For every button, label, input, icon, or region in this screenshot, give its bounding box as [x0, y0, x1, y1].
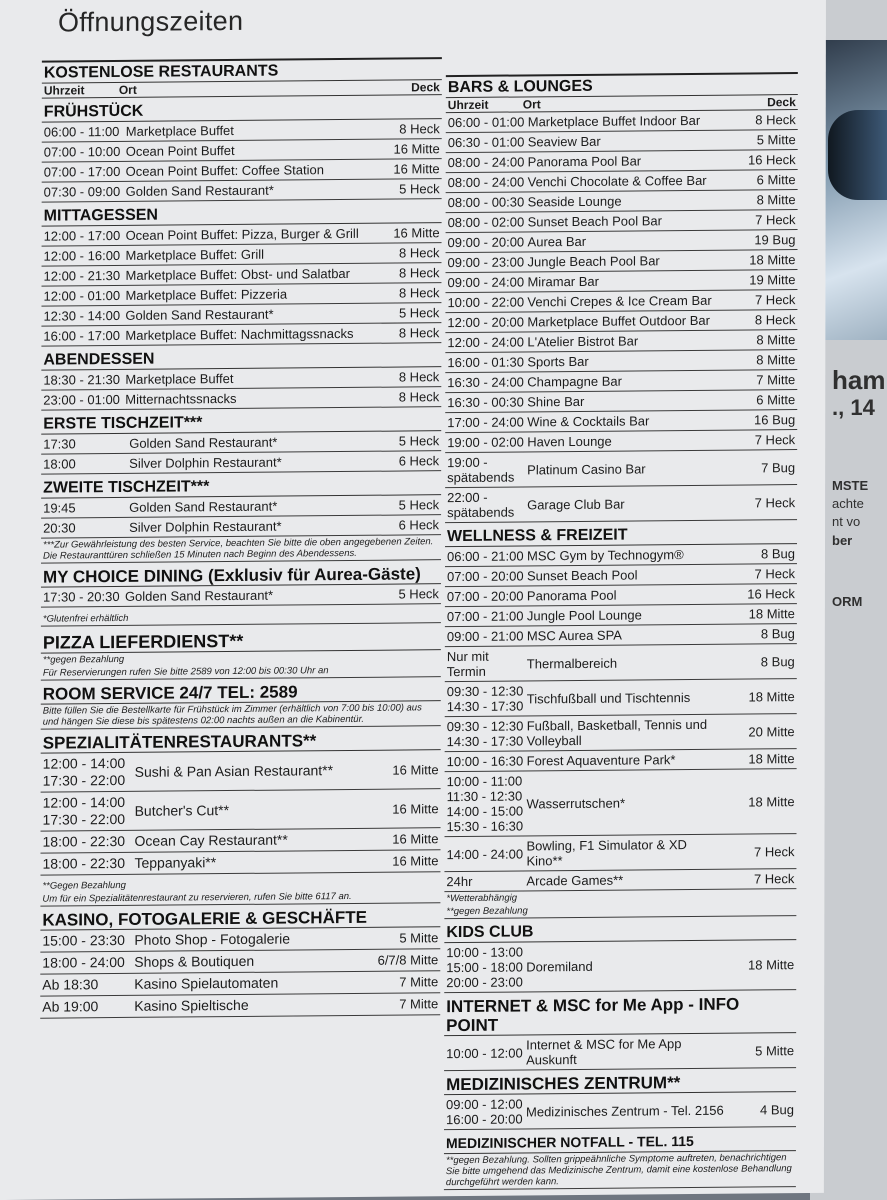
row-deck: 8 Heck — [755, 112, 796, 128]
weather-note: *Wetterabhängig — [446, 892, 518, 905]
section-title-second-seating: ZWEITE TISCHZEIT*** — [41, 474, 441, 498]
row-time: 17:30 — [43, 436, 76, 452]
row-deck: 6 Mitte — [756, 392, 796, 408]
row-place: Jungle Beach Pool Bar — [527, 253, 660, 270]
row-time: 12:00 - 17:00 — [43, 227, 121, 244]
row-place: Golden Sand Restaurant* — [125, 306, 274, 323]
left-column — [40, 54, 442, 1019]
row-time: 17:00 - 24:00 — [447, 414, 524, 431]
row-place: Doremiland — [526, 958, 593, 975]
row-place: Golden Sand Restaurant* — [129, 434, 278, 451]
row-time: 09:30 - 12:30 14:30 - 17:30 — [446, 683, 524, 715]
row-place: Silver Dolphin Restaurant* — [129, 454, 282, 471]
row-place: Marketplace Buffet — [125, 370, 234, 387]
row-time: 14:00 - 24:00 — [446, 845, 524, 862]
row-place: Tischfußball und Tischtennis — [526, 689, 691, 706]
page-title: Öffnungszeiten — [57, 5, 244, 38]
row-time: 18:00 - 24:00 — [42, 953, 125, 971]
schedule-row — [445, 644, 797, 682]
row-deck: 6 Heck — [398, 453, 440, 469]
brochure-text: ber — [832, 533, 853, 548]
row-time: 20:30 — [43, 520, 76, 536]
row-time: 09:00 - 24:00 — [447, 274, 525, 291]
row-place: Platinum Casino Bar — [527, 460, 646, 477]
schedule-row — [445, 450, 797, 488]
breakfast-list — [42, 119, 442, 202]
row-place: Panorama Pool — [526, 587, 617, 604]
row-place: Kasino Spieltische — [134, 996, 249, 1014]
row-deck: 5 Mitte — [399, 930, 439, 946]
row-time: Ab 18:30 — [42, 976, 99, 993]
row-deck: 8 Heck — [399, 121, 440, 137]
schedule-row — [41, 323, 441, 346]
row-deck: 6/7/8 Mitte — [377, 952, 439, 968]
row-time: 19:45 — [43, 500, 76, 516]
right-column — [444, 69, 798, 1190]
brochure-text: nt vo — [832, 514, 861, 529]
row-deck: 16 Mitte — [392, 761, 439, 778]
schedule-row — [444, 940, 796, 993]
row-time: 19:00 - 02:00 — [447, 434, 524, 451]
wellness-list — [444, 544, 797, 892]
row-time: 12:00 - 21:30 — [43, 267, 121, 284]
row-time: 18:00 - 22:30 — [42, 854, 126, 872]
row-place: Sports Bar — [527, 353, 589, 370]
column-place-label: Ort — [522, 97, 541, 112]
row-deck: 8 Bug — [760, 626, 795, 642]
row-deck: 7 Mitte — [756, 372, 796, 388]
row-deck: 7 Heck — [754, 292, 796, 308]
row-deck: 7 Heck — [754, 494, 796, 510]
row-deck: 8 Bug — [760, 653, 795, 669]
row-time: 06:30 - 01:00 — [447, 134, 525, 151]
row-time: 08:00 - 24:00 — [447, 154, 525, 171]
row-deck: 8 Heck — [398, 285, 440, 301]
section-title-wellness: WELLNESS & FREIZEIT — [445, 523, 797, 547]
section-title-dinner: ABENDESSEN — [41, 346, 441, 370]
row-place: Golden Sand Restaurant* — [125, 182, 274, 199]
row-deck: 7 Mitte — [399, 996, 439, 1012]
schedule-row — [445, 679, 797, 717]
row-deck: 16 Heck — [747, 152, 796, 168]
pizza-reservation-note: Für Reservierungen rufen Sie bitte 2589 von 12:00 bis 00:30 Uhr an — [41, 663, 441, 680]
row-deck: 7 Heck — [754, 566, 795, 582]
row-place: Champagne Bar — [527, 373, 622, 390]
row-place: Ocean Point Buffet: Pizza, Burger & Grill — [125, 225, 359, 243]
row-time: 08:00 - 02:00 — [447, 214, 525, 231]
kids-club-list — [444, 940, 796, 993]
row-place: Marketplace Buffet: Obst- und Salatbar — [125, 265, 351, 283]
dinner-list — [41, 367, 441, 410]
row-place: Haven Lounge — [527, 433, 612, 450]
row-deck: 18 Mitte — [748, 688, 795, 704]
row-deck: 4 Bug — [760, 1101, 795, 1117]
row-deck: 18 Mitte — [748, 606, 795, 622]
row-place: Sunset Beach Pool — [526, 567, 638, 584]
row-place: Venchi Crepes & Ice Cream Bar — [527, 292, 712, 310]
row-place: Forest Aquaventure Park* — [526, 752, 676, 769]
row-deck: 16 Mitte — [393, 161, 440, 177]
row-deck: 18 Mitte — [748, 751, 795, 767]
row-place: Shine Bar — [527, 393, 585, 410]
row-place: Marketplace Buffet: Pizzeria — [125, 286, 288, 303]
row-deck: 7 Heck — [753, 871, 795, 887]
section-title-specialty: SPEZIALITÄTENRESTAURANTS** — [41, 729, 441, 753]
row-time: 16:30 - 24:00 — [447, 374, 524, 391]
section-title-breakfast: FRÜHSTÜCK — [42, 98, 442, 122]
row-place: Shops & Boutiquen — [134, 952, 255, 970]
row-time: 07:00 - 10:00 — [43, 143, 121, 160]
row-place: Garage Club Bar — [527, 496, 625, 512]
row-place: Miramar Bar — [527, 273, 600, 290]
row-time: 16:00 - 01:30 — [447, 354, 524, 371]
row-deck: 5 Heck — [398, 497, 440, 513]
row-time: 12:00 - 14:00 17:30 - 22:00 — [42, 793, 126, 828]
row-time: 07:00 - 20:00 — [446, 588, 524, 605]
schedule-row — [40, 993, 440, 1018]
row-time: 08:00 - 24:00 — [447, 174, 525, 191]
row-time: 17:30 - 20:30 — [42, 588, 120, 605]
row-time: 12:00 - 01:00 — [43, 287, 121, 304]
schedule-row — [444, 834, 796, 872]
row-time: 22:00 - spätabends — [447, 489, 515, 521]
row-time: 18:30 - 21:30 — [43, 371, 120, 388]
row-time: 12:00 - 24:00 — [447, 334, 525, 351]
row-time: 06:00 - 21:00 — [446, 548, 524, 565]
row-place: Golden Sand Restaurant* — [129, 498, 278, 515]
row-time: 15:00 - 23:30 — [42, 931, 125, 949]
row-time: 09:00 - 12:00 16:00 - 20:00 — [446, 1096, 523, 1128]
room-service-note: Bitte füllen Sie die Bestellkarte für Frühstück im Zimmer (erhältlich von 7:00 bis 10:00) aus und hängen Sie diese bis spätestens 02:00 nachts außen an die Kabinentür. — [41, 701, 441, 729]
row-deck: 5 Mitte — [755, 1042, 795, 1058]
row-deck: 16 Mitte — [392, 853, 439, 869]
row-place: Butcher's Cut** — [134, 801, 230, 819]
gluten-free-note: *Glutenfrei erhältlich — [41, 604, 441, 626]
section-title-free-restaurants: KOSTENLOSE RESTAURANTS — [42, 57, 442, 83]
row-place: Golden Sand Restaurant* — [124, 587, 274, 604]
row-time: 09:30 - 12:30 14:30 - 17:30 — [446, 718, 524, 750]
row-place: Sunset Beach Pool Bar — [527, 213, 663, 230]
row-time: 09:00 - 23:00 — [447, 254, 525, 271]
row-time: 10:00 - 12:00 — [446, 1044, 523, 1061]
row-deck: 8 Heck — [398, 369, 440, 385]
schedule-row — [41, 387, 441, 410]
row-place: Marketplace Buffet: Grill — [125, 246, 265, 263]
row-time: 18:00 - 22:30 — [42, 832, 126, 850]
row-place: Bowling, F1 Simulator & XD Kino** — [526, 837, 687, 869]
row-place: Seaside Lounge — [527, 193, 622, 210]
column-time-label: Uhrzeit — [43, 83, 85, 98]
row-place: Ocean Cay Restaurant** — [134, 831, 288, 849]
row-place: Venchi Chocolate & Coffee Bar — [527, 172, 707, 190]
bars-list — [445, 110, 798, 523]
row-place: MSC Gym by Technogym® — [526, 547, 684, 564]
row-place: Ocean Point Buffet: Coffee Station — [125, 162, 324, 179]
row-place: Wasserrutschen* — [526, 795, 626, 811]
row-deck: 18 Mitte — [748, 793, 795, 810]
row-time: 07:00 - 17:00 — [43, 163, 121, 180]
row-place: Sushi & Pan Asian Restaurant** — [134, 761, 334, 780]
row-deck: 8 Heck — [398, 325, 440, 341]
row-place: L'Atelier Bistrot Bar — [527, 333, 639, 350]
row-time: 12:30 - 14:00 — [43, 307, 121, 324]
row-time: 23:00 - 01:00 — [43, 391, 120, 408]
row-deck: 5 Heck — [399, 181, 440, 197]
first-seating-list — [41, 431, 441, 474]
row-time: 12:00 - 20:00 — [447, 314, 525, 331]
lunch-list — [41, 223, 441, 346]
section-title-casino: KASINO, FOTOGALERIE & GESCHÄFTE — [40, 906, 440, 930]
row-time: 18:00 — [43, 456, 76, 472]
row-deck: 18 Mitte — [748, 957, 795, 973]
row-place: Arcade Games** — [526, 872, 624, 889]
row-place: Marketplace Buffet — [125, 122, 234, 139]
row-deck: 8 Heck — [399, 245, 440, 261]
row-time: 12:00 - 14:00 17:30 - 22:00 — [42, 754, 126, 789]
row-time: 10:00 - 16:30 — [446, 753, 524, 770]
row-time: 10:00 - 11:00 11:30 - 12:30 14:00 - 15:00 15:30 - 16:30 — [446, 773, 524, 835]
row-place: Marketplace Buffet: Nachmittagssnacks — [125, 325, 354, 343]
row-place: Silver Dolphin Restaurant* — [129, 518, 282, 535]
section-title-emergency: MEDIZINISCHER NOTFALL - TEL. 115 — [444, 1130, 796, 1154]
row-deck: 6 Heck — [398, 517, 440, 533]
row-deck: 7 Mitte — [399, 974, 439, 990]
internet-list — [444, 1033, 796, 1071]
row-deck: 5 Heck — [398, 586, 439, 602]
second-seating-list — [41, 495, 441, 538]
row-place: Mitternachtssnacks — [125, 390, 237, 407]
row-time: Ab 19:00 — [42, 998, 99, 1015]
row-deck: 8 Heck — [398, 389, 440, 405]
row-time: 16:00 - 17:00 — [43, 327, 121, 344]
row-time: 06:00 - 11:00 — [43, 123, 120, 140]
seating-footnote: ***Zur Gewährleistung des besten Service, beachten Sie bitte die oben angegebenen Zeiten. Die Restauranttüren schließen 15 Minuten nach Beginn des Abendessens. — [41, 535, 441, 563]
row-time: 07:30 - 09:00 — [43, 183, 121, 200]
section-title-internet: INTERNET & MSC for Me App - INFO POINT — [444, 993, 796, 1036]
emergency-note: **gegen Bezahlung. Sollten grippeähnliche Symptome auftreten, benachrichtigen Sie bitte umgehend das Medizinische Zentrum, damit eine kostenlose Behandlung durchgeführt werden kann. — [444, 1151, 796, 1190]
schedule-row — [444, 1033, 796, 1071]
row-time: 08:00 - 00:30 — [447, 194, 525, 211]
row-time: Nur mit Termin — [446, 648, 489, 680]
row-deck: 7 Heck — [754, 432, 796, 448]
row-time: 07:00 - 20:00 — [446, 568, 524, 585]
section-title-room-service: ROOM SERVICE 24/7 TEL: 2589 — [41, 680, 441, 704]
row-place: MSC Aurea SPA — [526, 627, 623, 644]
row-deck: 8 Bug — [760, 546, 796, 562]
brochure-text: ., 14 — [832, 395, 875, 420]
row-place: Marketplace Buffet Outdoor Bar — [527, 312, 710, 330]
brochure-text: ham — [832, 365, 886, 395]
row-deck: 20 Mitte — [748, 723, 795, 739]
row-deck: 16 Mitte — [392, 800, 439, 817]
row-place: Jungle Pool Lounge — [526, 607, 642, 624]
row-place: Seaview Bar — [527, 133, 601, 150]
row-deck: 7 Heck — [755, 212, 796, 228]
column-deck-label: Deck — [767, 95, 796, 110]
brochure-text: MSTE — [832, 478, 869, 493]
row-time: 09:00 - 21:00 — [446, 628, 524, 645]
row-deck: 8 Heck — [754, 312, 796, 328]
section-title-medical-center: MEDIZINISCHES ZENTRUM** — [444, 1071, 796, 1095]
row-deck: 19 Bug — [754, 232, 796, 248]
schedule-row — [445, 769, 797, 837]
schedule-row — [42, 179, 442, 202]
row-time: 16:30 - 00:30 — [447, 394, 524, 411]
row-time: 24hr — [446, 873, 473, 890]
brochure-text: achte — [832, 496, 864, 511]
row-deck: 16 Mitte — [392, 831, 439, 847]
casino-list — [40, 927, 440, 1018]
payment-note: **gegen Bezahlung — [444, 902, 796, 919]
row-deck: 16 Mitte — [393, 225, 440, 241]
section-title-lunch: MITTAGESSEN — [42, 202, 442, 226]
row-deck: 5 Heck — [398, 433, 440, 449]
specialty-reservation-note: Um für ein Spezialitätenrestaurant zu reservieren, rufen Sie bitte 6117 an. — [40, 889, 440, 906]
section-title-pizza: PIZZA LIEFERDIENST** — [41, 629, 441, 653]
row-place: Fußball, Basketball, Tennis und Volleyball — [526, 716, 708, 749]
row-place: Teppanyaki** — [134, 854, 217, 871]
schedule-row — [41, 789, 441, 831]
medical-list — [444, 1092, 796, 1130]
section-title-bars: BARS & LOUNGES — [446, 72, 798, 98]
column-time-label: Uhrzeit — [447, 97, 489, 113]
specialty-list — [40, 750, 440, 875]
row-deck: 8 Mitte — [756, 332, 796, 348]
row-deck: 8 Mitte — [756, 192, 796, 208]
row-time: 09:00 - 20:00 — [447, 234, 525, 251]
column-place-label: Ort — [118, 82, 137, 97]
specialty-note: **Gegen Bezahlung — [42, 879, 126, 892]
row-place: Marketplace Buffet Indoor Bar — [527, 112, 701, 130]
section-title-kids-club: KIDS CLUB — [444, 919, 796, 943]
row-time: 19:00 - spätabends — [447, 454, 515, 486]
pizza-note: **gegen Bezahlung — [42, 653, 125, 666]
row-place: Wine & Cocktails Bar — [527, 413, 650, 430]
row-deck: 16 Heck — [747, 586, 795, 602]
row-deck: 8 Heck — [399, 265, 440, 281]
section-title-first-seating: ERSTE TISCHZEIT*** — [41, 410, 441, 434]
row-deck: 16 Bug — [754, 412, 796, 428]
row-place: Photo Shop - Fotogalerie — [134, 930, 291, 948]
ship-hull-image — [828, 110, 887, 200]
row-deck: 5 Heck — [398, 305, 440, 321]
row-place: Aurea Bar — [527, 233, 587, 250]
row-deck: 19 Mitte — [749, 272, 796, 288]
column-header — [42, 80, 442, 98]
column-deck-label: Deck — [411, 80, 440, 95]
row-deck: 6 Mitte — [756, 172, 796, 188]
row-time: 10:00 - 13:00 15:00 - 18:00 20:00 - 23:00 — [446, 944, 523, 991]
row-deck: 8 Mitte — [756, 352, 796, 368]
row-place: Ocean Point Buffet — [125, 142, 235, 159]
schedule-row — [444, 1092, 796, 1130]
section-title-my-choice: MY CHOICE DINING (Exklusiv für Aurea-Gäste) — [41, 563, 441, 587]
row-deck: 16 Mitte — [393, 141, 440, 157]
row-time: 12:00 - 16:00 — [43, 247, 121, 264]
row-deck: 18 Mitte — [749, 252, 796, 268]
schedule-row — [445, 714, 797, 752]
row-place: Thermalbereich — [526, 655, 618, 671]
row-time: 10:00 - 22:00 — [447, 294, 525, 311]
row-deck: 5 Mitte — [756, 132, 796, 148]
row-place: Kasino Spielautomaten — [134, 974, 279, 992]
schedule-row — [41, 750, 441, 792]
schedule-row — [41, 451, 441, 474]
row-place: Panorama Pool Bar — [527, 153, 642, 170]
row-deck: 7 Heck — [753, 843, 795, 859]
row-place: Medizinisches Zentrum - Tel. 2156 — [526, 1102, 724, 1119]
schedule-row — [445, 485, 797, 523]
brochure-text: ORM — [832, 594, 863, 609]
row-deck: 7 Bug — [761, 459, 796, 475]
row-place: Internet & MSC for Me App Auskunft — [526, 1036, 682, 1068]
row-time: 07:00 - 21:00 — [446, 608, 524, 625]
row-time: 06:00 - 01:00 — [447, 114, 525, 131]
